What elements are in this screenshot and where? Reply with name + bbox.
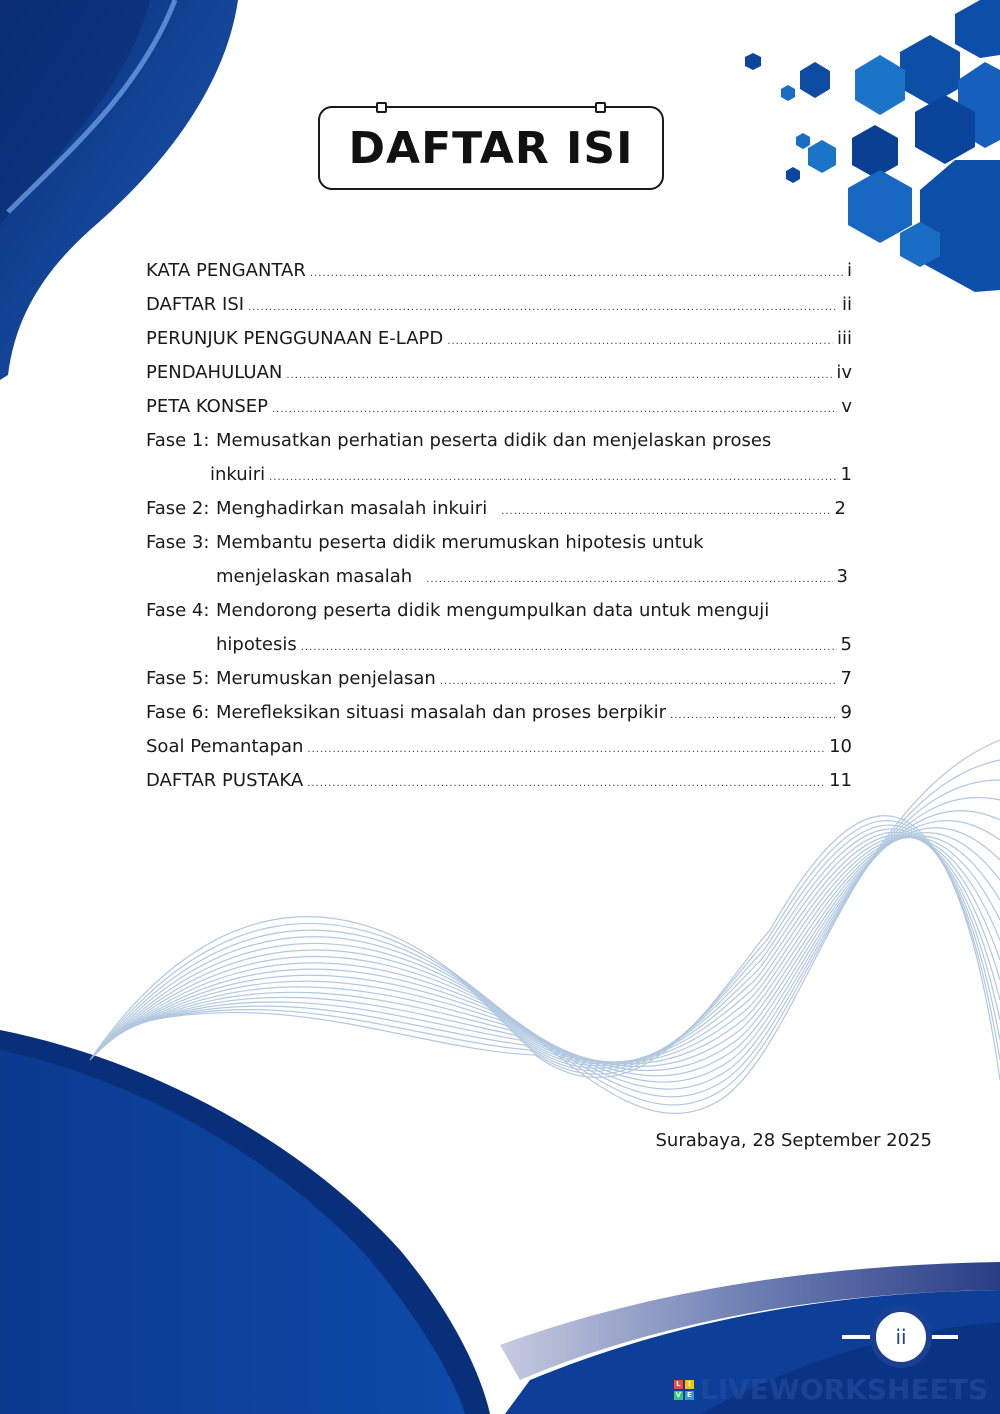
- toc-item-page: 5: [840, 634, 852, 655]
- toc-item-page: 3: [836, 566, 848, 587]
- fase-title-cont: hipotesis: [216, 634, 297, 655]
- toc-item-page: i: [846, 260, 852, 281]
- fase-number: Fase 1:: [146, 430, 210, 451]
- toc-item-label: DAFTAR ISI: [146, 294, 245, 315]
- toc-item-page: 2: [834, 498, 846, 519]
- table-of-contents: [146, 254, 852, 798]
- toc-item-soal-pemantapan[interactable]: [146, 730, 852, 764]
- frame-pin-left: [376, 102, 387, 113]
- fase-title: Merefleksikan situasi masalah dan proses berpikir: [216, 702, 667, 723]
- fase-title: Mendorong peserta didik mengumpulkan data untuk menguji: [216, 600, 770, 621]
- toc-item-fase-5[interactable]: [146, 662, 852, 696]
- fase-number: Fase 2:: [146, 498, 210, 519]
- dot-leader: [307, 767, 825, 801]
- title-frame: [318, 106, 664, 190]
- dot-leader: [440, 665, 837, 699]
- toc-item-page: 1: [840, 464, 852, 485]
- fase-title-cont: menjelaskan masalah: [216, 566, 413, 587]
- toc-item-page: v: [841, 396, 852, 417]
- fase-number: Fase 6:: [146, 702, 210, 723]
- page-number: ii: [876, 1312, 926, 1362]
- toc-item-petunjuk[interactable]: [146, 322, 852, 356]
- toc-item-page: 9: [840, 702, 852, 723]
- bottom-wave-shapes: [0, 1030, 1000, 1414]
- toc-item-label: PETA KONSEP: [146, 396, 268, 417]
- watermark: [674, 1373, 988, 1406]
- logo-letter: E: [685, 1391, 694, 1400]
- toc-item-fase-3[interactable]: [146, 526, 852, 594]
- dot-leader: [426, 563, 832, 597]
- logo-letter: L: [674, 1380, 683, 1389]
- dot-leader: [447, 325, 833, 359]
- toc-item-fase-4[interactable]: [146, 594, 852, 662]
- toc-item-kata-pengantar[interactable]: [146, 254, 852, 288]
- toc-item-peta-konsep[interactable]: [146, 390, 852, 424]
- toc-item-pendahuluan[interactable]: [146, 356, 852, 390]
- toc-item-page: iv: [836, 362, 852, 383]
- fase-title: Merumuskan penjelasan: [216, 668, 436, 689]
- toc-item-fase-6[interactable]: [146, 696, 852, 730]
- liveworksheets-logo-icon: [674, 1380, 694, 1400]
- toc-item-fase-1[interactable]: [146, 424, 852, 492]
- toc-item-label: DAFTAR PUSTAKA: [146, 770, 304, 791]
- fase-number: Fase 4:: [146, 600, 210, 621]
- toc-item-page: 7: [840, 668, 852, 689]
- hexagon-cluster: [745, 0, 1000, 292]
- toc-item-label: PENDAHULUAN: [146, 362, 283, 383]
- toc-item-daftar-pustaka[interactable]: [146, 764, 852, 798]
- fase-title-cont: inkuiri: [210, 464, 266, 485]
- page-title: DAFTAR ISI: [348, 122, 634, 174]
- dot-leader: [301, 631, 837, 665]
- toc-item-label: KATA PENGANTAR: [146, 260, 306, 281]
- toc-item-fase-2[interactable]: [146, 492, 852, 526]
- dot-leader: [269, 461, 836, 495]
- dot-leader: [248, 291, 838, 325]
- fase-number: Fase 5:: [146, 668, 210, 689]
- dot-leader: [310, 257, 843, 291]
- toc-item-label: PERUNJUK PENGGUNAAN E-LAPD: [146, 328, 444, 349]
- toc-item-label: Soal Pemantapan: [146, 736, 304, 757]
- toc-item-page: 11: [829, 770, 852, 791]
- fase-number: Fase 3:: [146, 532, 210, 553]
- frame-pin-right: [595, 102, 606, 113]
- toc-item-daftar-isi[interactable]: [146, 288, 852, 322]
- date-location: Surabaya, 28 September 2025: [655, 1130, 932, 1151]
- fase-title: Memusatkan perhatian peserta didik dan menjelaskan proses: [216, 430, 772, 451]
- toc-item-page: 10: [829, 736, 852, 757]
- dot-leader: [501, 495, 830, 529]
- dot-leader: [670, 699, 837, 733]
- dot-leader: [307, 733, 825, 767]
- toc-item-page: iii: [836, 328, 852, 349]
- toc-item-page: ii: [841, 294, 852, 315]
- watermark-text: LIVEWORKSHEETS: [699, 1373, 988, 1406]
- dot-leader: [286, 359, 832, 393]
- dot-leader: [272, 393, 837, 427]
- logo-letter: I: [685, 1380, 694, 1389]
- logo-letter: V: [675, 1390, 682, 1399]
- fase-title: Membantu peserta didik merumuskan hipotesis untuk: [216, 532, 704, 553]
- fase-title: Menghadirkan masalah inkuiri: [216, 498, 488, 519]
